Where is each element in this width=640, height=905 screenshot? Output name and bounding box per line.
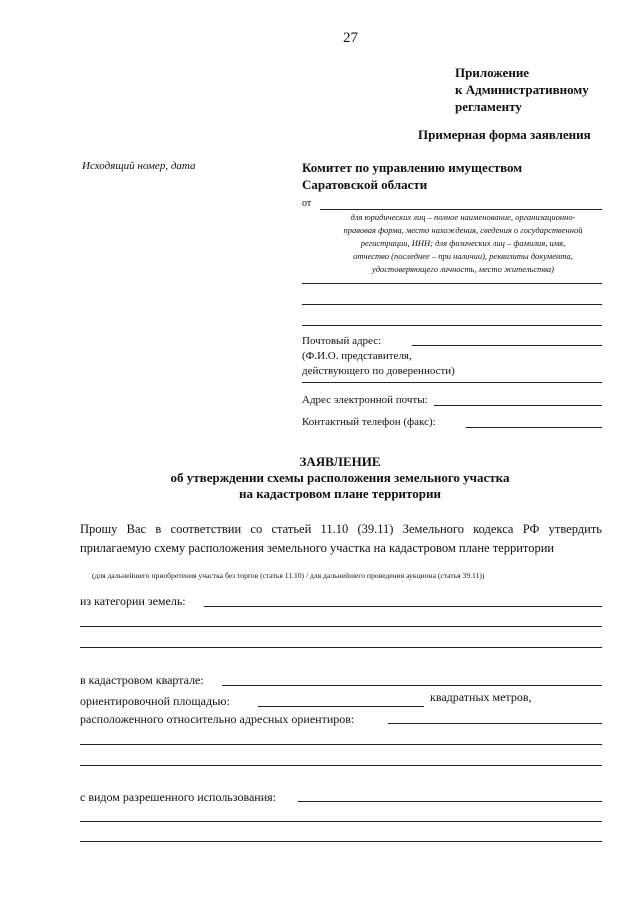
from-hint: [318, 211, 608, 276]
postal-address-line[interactable]: [412, 345, 602, 346]
usage-extra-line[interactable]: [80, 841, 602, 842]
address-extra-line[interactable]: [80, 765, 602, 766]
from-extra-line[interactable]: [302, 304, 602, 305]
from-extra-line[interactable]: [302, 325, 602, 326]
addressee-line1: Комитет по управлению имуществом: [302, 160, 523, 175]
category-line[interactable]: [204, 606, 602, 607]
appendix-line3: регламенту: [455, 99, 522, 114]
area-line[interactable]: [258, 706, 424, 707]
procedure-note: (для дальнейшего приобретения участка без торгов (статья 11.10) / для дальнейшего проведения аукциона (статья 39.11)): [92, 571, 485, 580]
from-hint-line: регистрации, ИНН; для физических лиц – фамилия, имя,: [360, 238, 566, 248]
address-line[interactable]: [388, 723, 602, 724]
category-label: из категории земель:: [80, 594, 186, 608]
phone-label: Контактный телефон (факс):: [302, 416, 436, 428]
statement-heading: [0, 454, 640, 502]
quarter-line[interactable]: [222, 685, 602, 686]
outgoing-number-label: Исходящий номер, дата: [82, 160, 196, 172]
usage-line[interactable]: [298, 801, 602, 802]
from-label: от: [302, 198, 312, 209]
postal-extra-line[interactable]: [302, 382, 602, 383]
statement-subtitle-2: на кадастровом плане территории: [239, 486, 441, 501]
from-hint-line: отчество (последнее – при наличии), реквизиты документа,: [353, 251, 573, 261]
page-number: 27: [343, 30, 358, 46]
phone-line[interactable]: [466, 427, 602, 428]
from-hint-line: удостоверяющего личность, место жительства): [371, 264, 555, 274]
appendix-line2: к Административному: [455, 82, 589, 97]
request-paragraph: [80, 520, 602, 558]
from-extra-line[interactable]: [302, 283, 602, 284]
from-line[interactable]: [320, 209, 602, 210]
addressee: [302, 159, 522, 193]
address-label: расположенного относительно адресных ориентиров:: [80, 712, 355, 726]
statement-subtitle-1: об утверждении схемы расположения земельного участка: [170, 470, 510, 485]
from-hint-line: правовая форма, место нахождения, сведения о государственной: [343, 225, 583, 235]
statement-title: ЗАЯВЛЕНИЕ: [299, 454, 381, 469]
quarter-label: в кадастровом квартале:: [80, 673, 204, 687]
postal-block: [302, 334, 455, 379]
usage-extra-line[interactable]: [80, 821, 602, 822]
appendix-line1: Приложение: [455, 65, 530, 80]
area-label: ориентировочной площадью:: [80, 694, 230, 708]
category-extra-line[interactable]: [80, 626, 602, 627]
addressee-line2: Саратовской области: [302, 177, 428, 192]
request-line-2: прилагаемую схему расположения земельного участка на кадастровом плане территории: [80, 541, 555, 555]
usage-label: с видом разрешенного использования:: [80, 790, 276, 804]
representative-line1: (Ф.И.О. представителя,: [302, 350, 412, 362]
category-extra-line[interactable]: [80, 647, 602, 648]
email-line[interactable]: [434, 405, 602, 406]
form-title: Примерная форма заявления: [418, 127, 591, 142]
request-line-1: Прошу Вас в соответствии со статьей 11.10 (39.11) Земельного кодекса РФ утвердить: [80, 522, 602, 536]
representative-line2: действующего по доверенности): [302, 365, 455, 377]
appendix-block: [455, 64, 589, 115]
area-unit: квадратных метров,: [430, 690, 532, 704]
postal-label: Почтовый адрес:: [302, 335, 382, 347]
address-extra-line[interactable]: [80, 744, 602, 745]
email-label: Адрес электронной почты:: [302, 394, 428, 406]
from-hint-line: для юридических лиц – полное наименование, организационно-: [350, 212, 576, 222]
